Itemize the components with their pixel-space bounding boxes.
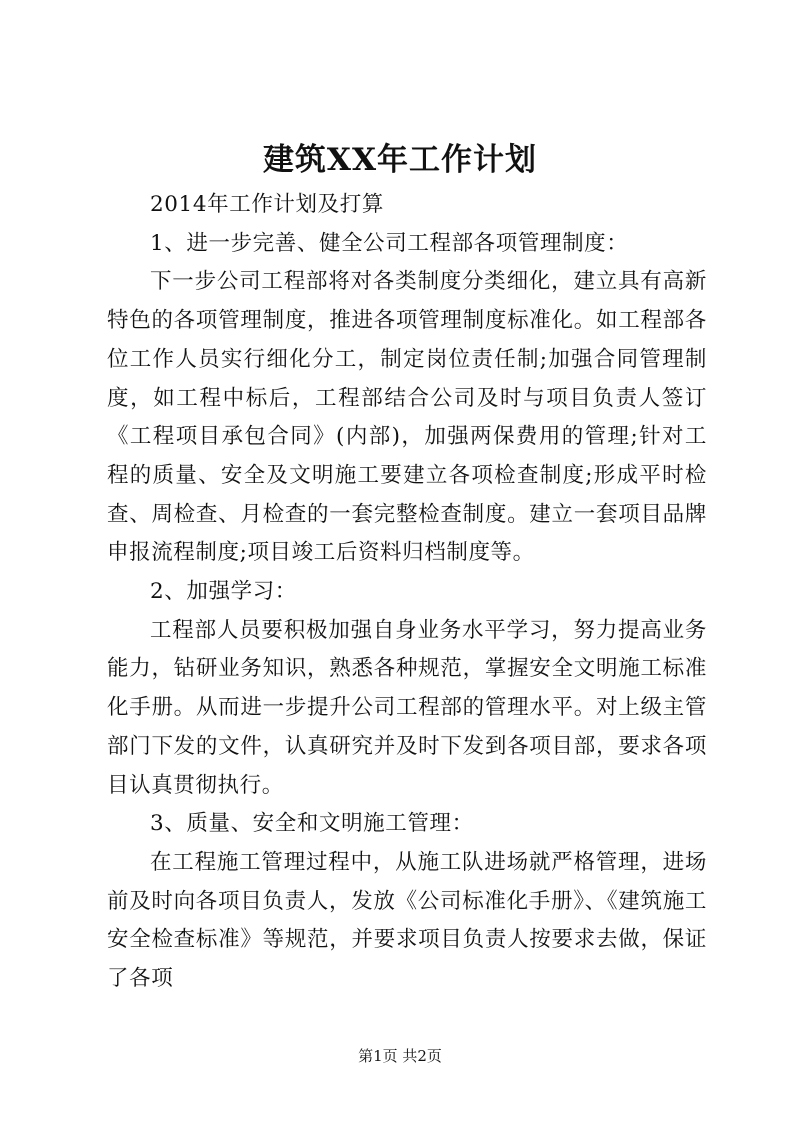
paragraph-section-3-heading: 3、质量、安全和文明施工管理： [150,811,474,837]
paragraph-section-2-body: 工程部人员要积极加强自身业务水平学习，努力提高业务能力，钻研业务知识，熟悉各种规范，掌握安全文明施工标准化手册。从而进一步提升公司工程部的管理水平。对上级主管部门下发的文件，认真研究并及时下发到各项目部，要求各项目认真贯彻执行。 [107,617,707,798]
paragraph-section-1-body: 下一步公司工程部将对各类制度分类细化，建立具有高新特色的各项管理制度，推进各项管理制度标准化。如工程部各位工作人员实行细化分工，制定岗位责任制;加强合同管理制度，如工程中标后，工程部结合公司及时与项目负责人签订《工程项目承包合同》(内部)，加强两保费用的管理;针对工程的质量、安全及文明施工要建立各项检查制度;形成平时检查、周检查、月检查的一套完整检查制度。建立一套项目品牌申报流程制度;项目竣工后资料归档制度等。 [107,269,707,566]
document-body [107,186,707,999]
paragraph-section-2-heading: 2、加强学习： [150,579,297,605]
paragraph-section-1-heading: 1、进一步完善、健全公司工程部各项管理制度： [150,230,629,256]
paragraph-plan-heading: 2014年工作计划及打算 [150,192,384,217]
page-number-footer: 第1页 共2页 [358,1047,442,1065]
paragraph-section-3-body: 在工程施工管理过程中，从施工队进场就严格管理，进场前及时向各项目负责人，发放《公司标准化手册》、《建筑施工安全检查标准》等规范，并要求项目负责人按要求去做，保证了各项 [107,849,707,992]
document-title: 建筑XX年工作计划 [262,142,538,178]
